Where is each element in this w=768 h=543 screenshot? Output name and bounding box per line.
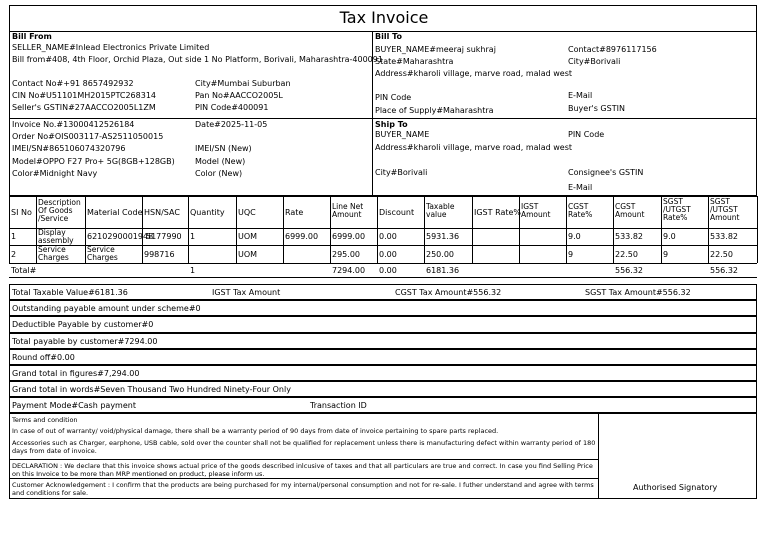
- row2-taxable: 250.00: [426, 250, 454, 259]
- declaration-divider: [9, 478, 598, 479]
- total-label: Total#: [11, 266, 37, 275]
- col-header-discount: Discount: [379, 208, 415, 217]
- ship-address: Address#kharoli village, marve road, malad west: [375, 143, 573, 152]
- grand-total-words: Grand total in words#Seven Thousand Two Hundred Ninety-Four Only: [12, 385, 291, 394]
- row2-uqc: UOM: [238, 250, 258, 259]
- table-col-divider: [424, 196, 425, 263]
- buyer-state: State#Maharashtra: [375, 57, 454, 66]
- seller-gstin: Seller's GSTIN#27AACCO2005L1ZM: [12, 103, 156, 112]
- col-header-cgst-amount: CGST Amount: [615, 202, 645, 219]
- total-payable: Total payable by customer#7294.00: [12, 337, 158, 346]
- ship-buyer-name: BUYER_NAME: [375, 130, 430, 139]
- table-col-divider: [330, 196, 331, 263]
- transaction-id: Transaction ID: [310, 401, 367, 410]
- row1-rate: 6999.00: [285, 232, 319, 241]
- ship-email: E-Mail: [568, 183, 593, 192]
- row2-sno: 2: [11, 250, 17, 259]
- col-header-igst-rate: IGST Rate%: [474, 208, 522, 217]
- buyer-name: BUYER_NAME#meeraj sukhraj: [375, 45, 496, 54]
- col-header-sgst-rate: SGST /UTGST Rate%: [663, 197, 691, 222]
- invoice-number: Invoice No.#13000412526184: [12, 120, 135, 129]
- total-sgst-amount: 556.32: [710, 266, 738, 275]
- table-left-border: [9, 196, 10, 263]
- bill-from-heading: Bill From: [12, 32, 52, 41]
- buyer-email: E-Mail: [568, 91, 593, 100]
- grand-total-figures: Grand total in figures#7,294.00: [12, 369, 140, 378]
- row2-net: 295.00: [332, 250, 360, 259]
- seller-cin: CIN No#U51101MH2015PTC268314: [12, 91, 157, 100]
- deductible-payable: Deductible Payable by customer#0: [12, 320, 154, 329]
- sgst-tax-amount: SGST Tax Amount#556.32: [585, 288, 691, 297]
- ship-city: City#Borivali: [375, 168, 428, 177]
- total-quantity: 1: [190, 266, 196, 275]
- row1-cgst-rate: 9.0: [568, 232, 581, 241]
- row1-description: Display assembly: [38, 228, 74, 245]
- buyer-pin: PIN Code: [375, 93, 412, 102]
- row2-description: Service Charges: [38, 245, 69, 262]
- table-top-border: [9, 196, 757, 197]
- row2-cgst-amount: 22.50: [615, 250, 638, 259]
- row2-cgst-rate: 9: [568, 250, 574, 259]
- imei: IMEI/SN#865106074320796: [12, 144, 126, 153]
- col-header-net-amount: Line Net Amount: [332, 202, 364, 219]
- table-row-2-bottom: [9, 263, 757, 264]
- col-header-igst-amount: IGST Amount: [521, 202, 551, 219]
- col-header-cgst-rate: CGST Rate%: [568, 202, 593, 219]
- table-col-divider: [708, 196, 709, 263]
- order-number: Order No#OIS003117-AS2511050015: [12, 132, 164, 141]
- col-header-rate: Rate: [285, 208, 304, 217]
- page-title: Tax Invoice: [339, 8, 429, 27]
- table-col-divider: [85, 196, 86, 263]
- total-net: 7294.00: [332, 266, 366, 275]
- round-off-row: [9, 349, 757, 365]
- color-new: Color (New): [195, 169, 243, 178]
- total-taxable: 6181.36: [426, 266, 460, 275]
- col-header-taxable: Taxable value: [426, 202, 455, 219]
- row1-material: 6210290001948: [87, 232, 154, 241]
- table-col-divider: [142, 196, 143, 263]
- terms-heading: Terms and condition: [12, 416, 78, 424]
- color: Color#Midnight Navy: [12, 169, 98, 178]
- seller-address: Bill from#408, 4th Floor, Orchid Plaza, Out side 1 No Platform, Borivali, Maharashtra-400091: [12, 55, 383, 64]
- terms-line-2: Accessories such as Charger, earphone, USB cable, sold over the counter shall not be qualified for replacement unless there is manufacturing defect within warranty period of 180 days from date of invoice.: [12, 439, 596, 455]
- seller-name: SELLER_NAME#Inlead Electronics Private Limited: [12, 43, 210, 52]
- table-col-divider: [283, 196, 284, 263]
- outstanding-payable: Outstanding payable amount under scheme#0: [12, 304, 201, 313]
- row2-hsn: 998716: [144, 250, 175, 259]
- col-header-sno: SI No: [11, 208, 32, 217]
- terms-divider: [9, 459, 598, 460]
- authorised-signatory: Authorised Signatory: [633, 483, 718, 492]
- payment-mode: Payment Mode#Cash payment: [12, 401, 136, 410]
- table-col-divider: [613, 196, 614, 263]
- row2-sgst-amount: 22.50: [710, 250, 733, 259]
- round-off: Round off#0.00: [12, 353, 75, 362]
- cgst-tax-amount: CGST Tax Amount#556.32: [395, 288, 502, 297]
- seller-pan: Pan No#AACCO2005L: [195, 91, 283, 100]
- ship-pin: PIN Code: [568, 130, 605, 139]
- row2-sgst-rate: 9: [663, 250, 669, 259]
- declaration: DECLARATION : We declare that this invoice shows actual price of the goods described inlcusive of taxes and that all particulars are true and correct. In case you find Selling Price on this Invoice to be more than MRP mentioned on product, please inform us.: [12, 462, 593, 478]
- table-col-divider: [188, 196, 189, 263]
- row1-sgst-rate: 9.0: [663, 232, 676, 241]
- row1-quantity: 1: [190, 232, 196, 241]
- invoice-date: Date#2025-11-05: [195, 120, 268, 129]
- table-col-divider: [661, 196, 662, 263]
- consignee-gstin: Consignee's GSTIN: [568, 168, 644, 177]
- table-col-divider: [377, 196, 378, 263]
- total-cgst-amount: 556.32: [615, 266, 643, 275]
- buyer-contact: Contact#8976117156: [568, 45, 657, 54]
- col-header-quantity: Quantity: [190, 208, 225, 217]
- model-new: Model (New): [195, 157, 246, 166]
- col-header-description: Description Of Goods /Service: [38, 198, 81, 223]
- buyer-address: Address#kharoli village, marve road, malad west: [375, 69, 573, 78]
- buyer-gstin: Buyer's GSTIN: [568, 104, 625, 113]
- terms-signatory-divider: [598, 413, 599, 499]
- table-right-border: [757, 196, 758, 263]
- row1-cgst-amount: 533.82: [615, 232, 643, 241]
- row1-hsn: 5177990: [146, 232, 182, 241]
- place-of-supply: Place of Supply#Maharashtra: [375, 106, 494, 115]
- row2-discount: 0.00: [379, 250, 397, 259]
- terms-line-1: In case of out of warranty/ void/physical damage, there shall be a warranty period of 90 days from date of invoice pertaining to spare parts replaced.: [12, 427, 499, 435]
- seller-contact: Contact No#+91 8657492932: [12, 79, 134, 88]
- row1-sgst-amount: 533.82: [710, 232, 738, 241]
- seller-city: City#Mumbai Suburban: [195, 79, 291, 88]
- buyer-city: City#Borivali: [568, 57, 621, 66]
- bill-to-heading: Bill To: [375, 32, 402, 41]
- row1-uqc: UOM: [238, 232, 258, 241]
- header-row-divider: [9, 118, 757, 119]
- col-header-hsn: HSN/SAC: [144, 208, 180, 217]
- table-col-divider: [566, 196, 567, 263]
- table-col-divider: [36, 196, 37, 263]
- table-col-divider: [236, 196, 237, 263]
- table-bottom-border: [9, 277, 757, 278]
- row1-taxable: 5931.36: [426, 232, 460, 241]
- table-header-bottom: [9, 228, 757, 229]
- row1-discount: 0.00: [379, 232, 397, 241]
- col-header-material: Material Code: [87, 208, 143, 217]
- col-header-sgst-amount: SGST /UTGST Amount: [710, 197, 740, 222]
- row1-sno: 1: [11, 232, 17, 241]
- model: Model#OPPO F27 Pro+ 5G(8GB+128GB): [12, 157, 175, 166]
- customer-acknowledgement: Customer Acknowledgement : I confirm that the products are being purchased for my internal/personal consumption and not for re-sale. I futher understand and agree with terms and conditions for sale.: [12, 481, 594, 497]
- total-taxable-value: Total Taxable Value#6181.36: [12, 288, 128, 297]
- imei-new: IMEI/SN (New): [195, 144, 252, 153]
- row1-net: 6999.00: [332, 232, 366, 241]
- ship-to-heading: Ship To: [375, 120, 408, 129]
- col-header-uqc: UQC: [238, 208, 256, 217]
- table-col-divider: [472, 196, 473, 263]
- igst-tax-amount: IGST Tax Amount: [212, 288, 281, 297]
- row2-material: Service Charges: [87, 245, 118, 262]
- seller-pin: PIN Code#400091: [195, 103, 269, 112]
- total-discount: 0.00: [379, 266, 397, 275]
- table-col-divider: [519, 196, 520, 263]
